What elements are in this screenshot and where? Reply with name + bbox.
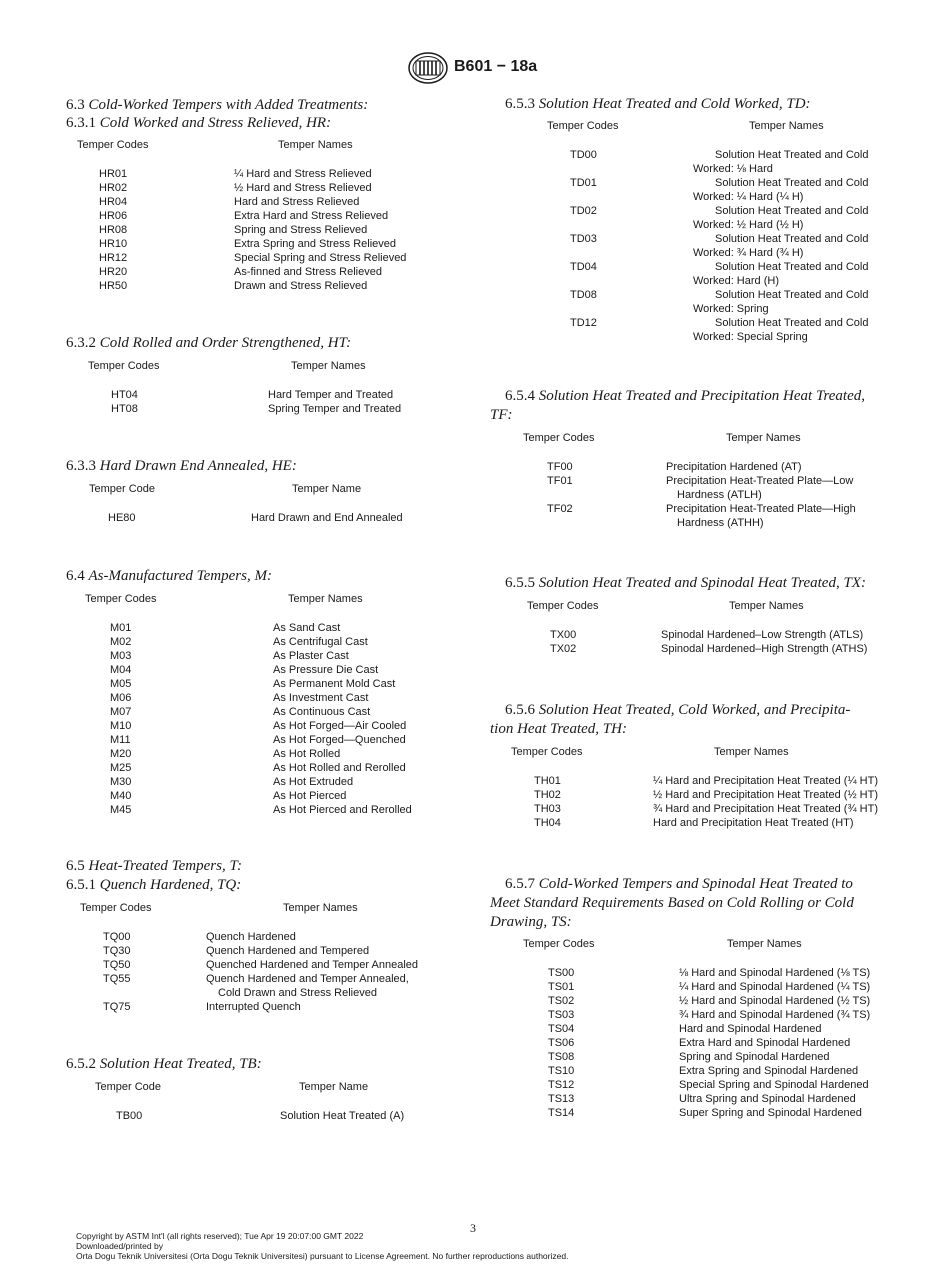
column-header-code: Temper Codes — [77, 139, 149, 151]
temper-code: TF02 — [547, 503, 573, 515]
table-row — [66, 972, 466, 999]
temper-name: Quench Hardened and Tempered — [206, 945, 370, 957]
table-row — [66, 719, 466, 733]
temper-name: As Centrifugal Cast — [273, 636, 368, 648]
temper-code: M07 — [110, 706, 132, 718]
section-6-3-1-heading: 6.3.1 Cold Worked and Stress Relieved, HR: — [66, 115, 332, 131]
table-row — [66, 691, 466, 705]
temper-name: ¼ Hard and Precipitation Heat Treated (¼ HT) — [653, 775, 878, 787]
table-row — [490, 232, 900, 259]
temper-name: Hard and Stress Relieved — [234, 196, 360, 208]
column-header-name: Temper Name — [292, 483, 362, 495]
column-header-code: Temper Codes — [547, 120, 619, 132]
column-header-name: Temper Names — [727, 938, 802, 950]
temper-name: Drawn and Stress Relieved — [234, 280, 368, 292]
temper-code: HT04 — [111, 389, 138, 401]
temper-name: ½ Hard and Spinodal Hardened (½ TS) — [679, 995, 871, 1007]
temper-name: Spring and Spinodal Hardened — [679, 1051, 830, 1063]
section-6-5-7-heading: 6.5.7 Cold-Worked Tempers and Spinodal Heat Treated to Meet Standard Requirements Based on Cold Rolling or Cold Drawing, TS: — [490, 876, 854, 930]
table-row — [66, 747, 466, 761]
section-6-5-3-heading: 6.5.3 Solution Heat Treated and Cold Worked, TD: — [505, 96, 811, 112]
column-header-code: Temper Codes — [523, 938, 595, 950]
column-header-name: Temper Names — [749, 120, 824, 132]
temper-name: As Hot Rolled and Rerolled — [273, 762, 406, 774]
table-row — [490, 774, 900, 788]
page-header — [0, 52, 950, 86]
temper-name: As Hot Forged—Air Cooled — [273, 720, 407, 732]
temper-table-ts — [490, 938, 900, 1128]
temper-code: TH01 — [534, 775, 561, 787]
temper-code: TD08 — [570, 289, 597, 301]
temper-code: TS01 — [548, 981, 575, 993]
temper-name-continuation: Worked: ¼ Hard (¼ H) — [693, 191, 804, 203]
column-header-name: Temper Names — [726, 432, 801, 444]
temper-name: Spring Temper and Treated — [268, 403, 402, 415]
temper-name: ¾ Hard and Spinodal Hardened (¾ TS) — [679, 1009, 871, 1021]
column-header-name: Temper Name — [299, 1081, 369, 1093]
temper-table-hr — [66, 139, 466, 299]
table-row — [66, 237, 466, 251]
temper-name: As Permanent Mold Cast — [273, 678, 396, 690]
temper-code: M45 — [110, 804, 132, 816]
temper-name: Spinodal Hardened–Low Strength (ATLS) — [661, 629, 864, 641]
temper-code: HR04 — [99, 196, 128, 208]
temper-name: Hard Drawn and End Annealed — [251, 512, 403, 524]
temper-name: ¼ Hard and Stress Relieved — [234, 168, 372, 180]
section-6-5-5-heading: 6.5.5 Solution Heat Treated and Spinodal Heat Treated, TX: — [505, 575, 866, 591]
temper-name: Extra Spring and Spinodal Hardened — [679, 1065, 859, 1077]
table-row — [66, 181, 466, 195]
temper-name: As Hot Extruded — [273, 776, 354, 788]
temper-name: As Hot Pierced — [273, 790, 347, 802]
column-header-code: Temper Codes — [511, 746, 583, 758]
section-6-5-1-heading: 6.5.1 Quench Hardened, TQ: — [66, 877, 242, 893]
copyright-notice: Copyright by ASTM Int'l (all rights reserved); Tue Apr 19 20:07:00 GMT 2022 Downloaded/printed by Orta Dogu Teknik Universitesi (Orta Dogu Teknik Universitesi) pursuant to License Agreement. No further reproductions authorized. — [76, 1231, 569, 1261]
temper-name-continuation: Cold Drawn and Stress Relieved — [218, 987, 377, 999]
temper-code: TS12 — [548, 1079, 575, 1091]
temper-table-ht — [66, 360, 466, 420]
temper-code: HT08 — [111, 403, 138, 415]
table-row — [490, 980, 900, 994]
temper-code: TX00 — [550, 629, 577, 641]
temper-code: TS06 — [548, 1037, 575, 1049]
column-header-name: Temper Names — [278, 139, 353, 151]
table-row — [490, 816, 900, 830]
table-row — [66, 733, 466, 747]
table-row — [490, 966, 900, 980]
temper-name: ⅛ Hard and Spinodal Hardened (⅛ TS) — [679, 967, 871, 979]
section-6-5-2-heading: 6.5.2 Solution Heat Treated, TB: — [66, 1056, 262, 1072]
temper-code: HR50 — [99, 280, 128, 292]
temper-code: TH03 — [534, 803, 561, 815]
table-row — [490, 1022, 900, 1036]
table-row — [490, 1008, 900, 1022]
temper-code: TS02 — [548, 995, 575, 1007]
standard-designation: B601 − 18a — [454, 58, 538, 75]
page-number: 3 — [470, 1221, 476, 1235]
table-row — [66, 705, 466, 719]
temper-code: TX02 — [550, 643, 577, 655]
temper-name: Solution Heat Treated and Cold — [715, 177, 869, 189]
temper-name: Quenched Hardened and Temper Annealed — [206, 959, 419, 971]
temper-table-th — [490, 746, 900, 836]
temper-name-continuation: Worked: Special Spring — [693, 331, 808, 343]
temper-code: TQ30 — [103, 945, 131, 957]
temper-code: HR02 — [99, 182, 128, 194]
temper-name: Extra Spring and Stress Relieved — [234, 238, 397, 250]
temper-table-he — [66, 483, 466, 533]
table-row — [490, 204, 900, 231]
temper-name-continuation: Hardness (ATLH) — [677, 489, 762, 501]
temper-name: Solution Heat Treated and Cold — [715, 317, 869, 329]
temper-code: TQ00 — [103, 931, 131, 943]
temper-name-continuation: Worked: ½ Hard (½ H) — [693, 219, 804, 231]
temper-code: TD12 — [570, 317, 597, 329]
table-row — [66, 803, 466, 817]
temper-name-continuation: Worked: ¾ Hard (¾ H) — [693, 247, 804, 259]
column-header-code: Temper Code — [95, 1081, 162, 1093]
section-6-5-6-heading: 6.5.6 Solution Heat Treated, Cold Worked, and Precipita- tion Heat Treated, TH: — [490, 702, 851, 737]
temper-code: M11 — [110, 734, 131, 746]
temper-name: Quench Hardened and Temper Annealed, — [206, 973, 409, 985]
temper-code: M03 — [110, 650, 132, 662]
temper-name: Ultra Spring and Spinodal Hardened — [679, 1093, 856, 1105]
temper-name: Super Spring and Spinodal Hardened — [679, 1107, 862, 1119]
table-row — [66, 621, 466, 635]
temper-code: TD00 — [570, 149, 597, 161]
section-6-3-heading: 6.3 Cold-Worked Tempers with Added Treatments: — [66, 97, 369, 113]
temper-name: Spring and Stress Relieved — [234, 224, 368, 236]
column-header-name: Temper Names — [283, 902, 358, 914]
table-row — [66, 195, 466, 209]
temper-name: Solution Heat Treated and Cold — [715, 149, 869, 161]
temper-code: TS13 — [548, 1093, 575, 1105]
section-6-3-3-heading: 6.3.3 Hard Drawn End Annealed, HE: — [66, 458, 297, 474]
table-row — [490, 1106, 900, 1120]
astm-logo-icon — [407, 52, 449, 84]
temper-name: As Pressure Die Cast — [273, 664, 379, 676]
table-row — [490, 628, 900, 642]
temper-code: M20 — [110, 748, 132, 760]
temper-code: TB00 — [116, 1110, 143, 1122]
table-row — [66, 167, 466, 181]
table-row — [66, 944, 466, 958]
table-row — [66, 511, 466, 525]
table-row — [66, 930, 466, 944]
temper-name: As Investment Cast — [273, 692, 369, 704]
table-row — [66, 761, 466, 775]
column-header-name: Temper Names — [729, 600, 804, 612]
temper-name: Precipitation Heat-Treated Plate—Low — [666, 475, 854, 487]
temper-code: M06 — [110, 692, 132, 704]
table-row — [66, 775, 466, 789]
temper-name-continuation: Worked: Spring — [693, 303, 769, 315]
column-header-name: Temper Names — [288, 593, 363, 605]
temper-name: Extra Hard and Spinodal Hardened — [679, 1037, 851, 1049]
temper-code: TS10 — [548, 1065, 575, 1077]
table-row — [66, 789, 466, 803]
table-row — [490, 994, 900, 1008]
temper-name: Solution Heat Treated and Cold — [715, 289, 869, 301]
temper-name: Precipitation Heat-Treated Plate—High — [666, 503, 856, 515]
temper-name: As Sand Cast — [273, 622, 341, 634]
table-row — [490, 316, 900, 343]
table-row — [490, 1092, 900, 1106]
temper-code: TF01 — [547, 475, 573, 487]
temper-name: As Continuous Cast — [273, 706, 371, 718]
table-row — [66, 402, 466, 416]
table-row — [66, 663, 466, 677]
temper-table-tb — [66, 1081, 466, 1131]
temper-code: TS00 — [548, 967, 575, 979]
table-row — [490, 502, 900, 529]
temper-name: Hard and Spinodal Hardened — [679, 1023, 822, 1035]
table-row — [490, 288, 900, 315]
temper-code: TH04 — [534, 817, 561, 829]
temper-code: TS04 — [548, 1023, 575, 1035]
table-row — [66, 209, 466, 223]
temper-name: As-finned and Stress Relieved — [234, 266, 382, 278]
temper-code: HR08 — [99, 224, 128, 236]
section-6-5-4-heading: 6.5.4 Solution Heat Treated and Precipitation Heat Treated, TF: — [490, 388, 865, 423]
section-6-5-heading: 6.5 Heat-Treated Tempers, T: — [66, 858, 242, 874]
table-row — [490, 260, 900, 287]
table-row — [66, 677, 466, 691]
temper-name: Solution Heat Treated and Cold — [715, 261, 869, 273]
temper-name: ½ Hard and Precipitation Heat Treated (½ HT) — [653, 789, 878, 801]
temper-name: ½ Hard and Stress Relieved — [234, 182, 372, 194]
table-row — [66, 251, 466, 265]
temper-code: TD03 — [570, 233, 597, 245]
column-header-code: Temper Codes — [527, 600, 599, 612]
temper-table-tq — [66, 902, 466, 1022]
temper-name: As Hot Pierced and Rerolled — [273, 804, 412, 816]
temper-code: M40 — [110, 790, 132, 802]
column-header-name: Temper Names — [291, 360, 366, 372]
temper-code: TD01 — [570, 177, 597, 189]
table-row — [490, 176, 900, 203]
temper-code: M10 — [110, 720, 132, 732]
table-row — [66, 649, 466, 663]
table-row — [66, 279, 466, 293]
table-row — [66, 1000, 466, 1014]
temper-name: ¾ Hard and Precipitation Heat Treated (¾ HT) — [653, 803, 878, 815]
temper-code: TQ50 — [103, 959, 131, 971]
temper-code: TF00 — [547, 461, 573, 473]
temper-code: HR06 — [99, 210, 128, 222]
temper-table-tx — [490, 600, 900, 660]
temper-name: Interrupted Quench — [206, 1001, 301, 1013]
temper-name-continuation: Hardness (ATHH) — [677, 517, 764, 529]
table-row — [490, 1036, 900, 1050]
table-row — [66, 265, 466, 279]
temper-code: HR12 — [99, 252, 128, 264]
temper-name: Solution Heat Treated and Cold — [715, 205, 869, 217]
temper-name: Precipitation Hardened (AT) — [666, 461, 802, 473]
temper-name: Solution Heat Treated (A) — [280, 1110, 405, 1122]
table-row — [66, 635, 466, 649]
temper-code: HE80 — [108, 512, 136, 524]
temper-name: ¼ Hard and Spinodal Hardened (¼ TS) — [679, 981, 871, 993]
table-row — [490, 1050, 900, 1064]
temper-code: M02 — [110, 636, 132, 648]
temper-name: Special Spring and Stress Relieved — [234, 252, 407, 264]
table-row — [490, 1078, 900, 1092]
temper-code: M30 — [110, 776, 132, 788]
temper-name: Hard Temper and Treated — [268, 389, 394, 401]
section-6-3-2-heading: 6.3.2 Cold Rolled and Order Strengthened, HT: — [66, 335, 352, 351]
temper-code: TS08 — [548, 1051, 575, 1063]
temper-name: Quench Hardened — [206, 931, 296, 943]
temper-name: Special Spring and Spinodal Hardened — [679, 1079, 869, 1091]
temper-code: M25 — [110, 762, 132, 774]
temper-name-continuation: Worked: Hard (H) — [693, 275, 779, 287]
temper-code: TH02 — [534, 789, 561, 801]
table-row — [490, 474, 900, 501]
temper-table-td — [490, 120, 900, 350]
temper-code: TD04 — [570, 261, 597, 273]
temper-name: Hard and Precipitation Heat Treated (HT) — [653, 817, 854, 829]
temper-name: Spinodal Hardened–High Strength (ATHS) — [661, 643, 868, 655]
column-header-name: Temper Names — [714, 746, 789, 758]
temper-code: HR20 — [99, 266, 128, 278]
temper-code: M04 — [110, 664, 132, 676]
temper-code: HR10 — [99, 238, 128, 250]
temper-code: TS03 — [548, 1009, 575, 1021]
temper-code: TD02 — [570, 205, 597, 217]
table-row — [490, 642, 900, 656]
temper-code: M05 — [110, 678, 132, 690]
temper-name: As Plaster Cast — [273, 650, 349, 662]
column-header-code: Temper Codes — [85, 593, 157, 605]
temper-code: TQ55 — [103, 973, 131, 985]
table-row — [66, 958, 466, 972]
table-row — [490, 148, 900, 175]
temper-name: As Hot Rolled — [273, 748, 341, 760]
temper-code: HR01 — [99, 168, 128, 180]
column-header-code: Temper Code — [89, 483, 156, 495]
temper-code: TS14 — [548, 1107, 575, 1119]
table-row — [490, 1064, 900, 1078]
table-row — [490, 788, 900, 802]
column-header-code: Temper Codes — [523, 432, 595, 444]
temper-table-tf — [490, 432, 900, 532]
table-row — [66, 388, 466, 402]
table-row — [66, 1109, 466, 1123]
column-header-code: Temper Codes — [88, 360, 160, 372]
temper-name: Solution Heat Treated and Cold — [715, 233, 869, 245]
temper-name: As Hot Forged—Quenched — [273, 734, 406, 746]
column-header-code: Temper Codes — [80, 902, 152, 914]
table-row — [66, 223, 466, 237]
temper-table-m — [66, 593, 466, 823]
table-row — [490, 802, 900, 816]
section-6-4-heading: 6.4 As-Manufactured Tempers, M: — [66, 568, 272, 584]
table-row — [490, 460, 900, 474]
temper-name: Extra Hard and Stress Relieved — [234, 210, 389, 222]
temper-code: M01 — [110, 622, 132, 634]
temper-name-continuation: Worked: ⅛ Hard — [693, 163, 773, 175]
temper-code: TQ75 — [103, 1001, 131, 1013]
